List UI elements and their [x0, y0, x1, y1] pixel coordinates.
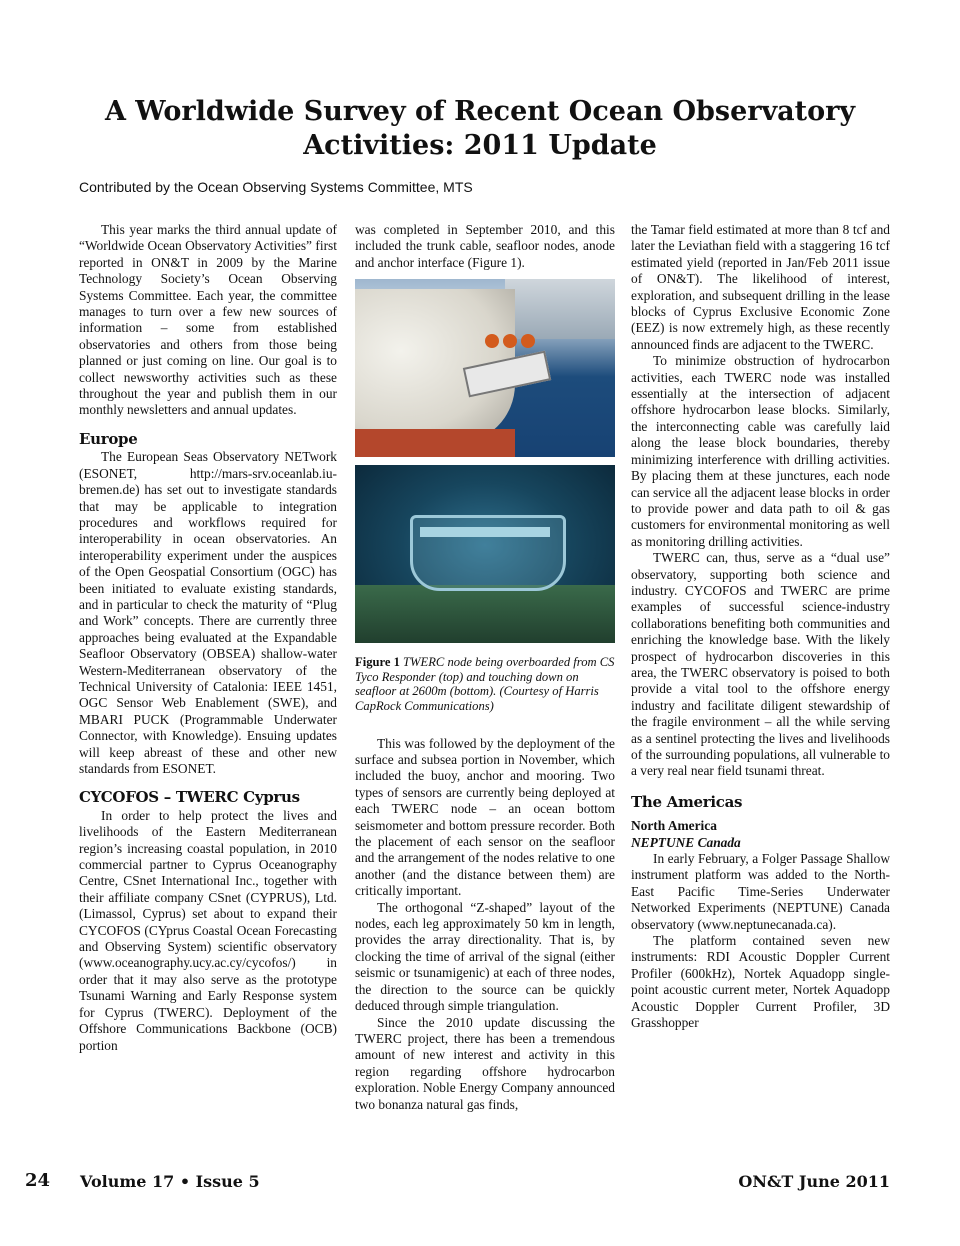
hydrocarbon-paragraph: Since the 2010 update discussing the TWERC project, there has been a tremendous amount of new interest and activity in this region regarding offshore hydrocarbon exploration. Noble Energy Company announced two bonanza natural gas finds,: [355, 1014, 615, 1112]
section-heading-americas: The Americas: [631, 792, 743, 811]
neptune-paragraph: In early February, a Folger Passage Shallow instrument platform was added to the North-East Pacific Time-Series Underwater Networked Experiments (NEPTUNE) Canada observatory (www.neptunecanada.ca).: [631, 851, 890, 932]
intro-paragraph: This year marks the third annual update of “Worldwide Ocean Observatory Activities” first reported in ON&T in 2009 by the Marine Technology Society’s Ocean Observing Systems Committee. Each year, the committee manages to turn over a few new sources of information – some from established observatories and others from those being planned or just coming on line. Our goal is to collect newsworthy activities such as these throughout the year and publish them in our monthly newsletters and annual updates.: [79, 222, 337, 418]
column-1: [79, 222, 337, 1054]
subheading-neptune-canada: NEPTUNE Canada: [631, 834, 741, 850]
z-layout-paragraph: The orthogonal “Z-shaped” layout of the nodes, each leg approximately 50 km in length, provides the array directionality. That is, by clocking the time of arrival of the signal (either seismic or tsunamigenic) at each of three nodes, the direction to the source can be quickly deduced through simple triangulation.: [355, 899, 615, 1014]
volume-issue: Volume 17 • Issue 5: [80, 1172, 260, 1191]
page-number: 24: [25, 1170, 51, 1191]
figure-1-caption-text: TWERC node being overboarded from CS Tyco Responder (top) and touching down on seafloor at 2600m (bottom). (Courtesy of Harris CapRock Communications): [355, 655, 615, 713]
europe-paragraph: The European Seas Observatory NETwork (ESONET, http://mars-srv.oceanlab.iu-bremen.de) has set out to investigate standards that may be applicable to integration procedures and workflows required for interoperability in ocean observatories. An interoperability experiment under the auspices of the Open Geospatial Consortium (OGC) has been initiated to evaluate existing standards, and in particular to check the maturity of “Plug and Work” concepts. There are currently three approaches being evaluated at the Expandable Seafloor Observatory (OBSEA) shallow-water Western-Mediterranean observatory of the Technical University of Catalonia: IEEE 1451, OGC Sensor Web Enablement (SWE), and MBARI PUCK (Programmable Underwater Connector, with Knowledge). Ensuing updates will keep abreast of these and other new standards from ESONET.: [79, 449, 337, 776]
cycofos-continued-paragraph: was completed in September 2010, and this included the trunk cable, seafloor nodes, anode and anchor interface (Figure 1).: [355, 222, 615, 270]
figure-1-bottom-photo: [355, 465, 615, 643]
figure-1-top-photo: [355, 279, 615, 457]
publication-date: ON&T June 2011: [738, 1172, 890, 1191]
subheading-north-america: North America: [631, 818, 717, 834]
title-line-2: Activities: 2011 Update: [303, 130, 657, 161]
title-line-1: A Worldwide Survey of Recent Ocean Observatory: [104, 96, 856, 127]
section-heading-europe: Europe: [79, 429, 138, 448]
deployment-paragraph: This was followed by the deployment of the surface and subsea portion in November, which included the buoy, anchor and mooring. Two types of sensors are currently being deployed at each TWERC node – an ocean bottom seismometer and bottom pressure recorder. Both the placement of each sensor on the seafloor and the arrangement of the nodes relative to one another (and the distance between them) are critically important.: [355, 735, 615, 899]
figure-1-caption: [355, 655, 615, 713]
dual-use-paragraph: TWERC can, thus, serve as a “dual use” observatory, supporting both science and industry. CYCOFOS and TWERC are prime examples of successful science-industry collaborations benefiting both communities and enriching the knowledge base. With the likely prospect of hydrocarbon discoveries in this area, the TWERC observatory is poised to both provide a vital tool to the offshore energy industry and facilitate diligent stewardship of the fragile environment – all the while serving as a sentinel protecting the lives and livelihoods of the surrounding populations, all vulnerable to a very real near field tsunami threat.: [631, 550, 890, 779]
tamar-paragraph: the Tamar field estimated at more than 8 tcf and later the Leviathan field with a staggering 16 tcf estimated yield (reported in Jan/Feb 2011 issue of ON&T). The likelihood of interest, exploration, and subsequent drilling in the lease blocks of Cyprus Exclusive Economic Zone (EEZ) is now extremely high, as these recently announced finds are adjacent to the TWERC.: [631, 222, 890, 352]
byline: Contributed by the Ocean Observing Systems Committee, MTS: [79, 179, 473, 195]
column-2: [355, 222, 615, 1113]
article-title: [60, 95, 900, 163]
obstruction-paragraph: To minimize obstruction of hydrocarbon activities, each TWERC node was installed essentially at the intersection of adjacent offshore hydrocarbon lease blocks. Similarly, the interconnecting cable was carefully laid along the lease block boundaries, thereby minimizing interference with drilling activities. By placing them at these junctures, each node can service all the adjacent lease blocks in order to provide power and data path to oil & gas customers for environmental monitoring as well as monitoring drilling activities.: [631, 353, 890, 549]
cycofos-paragraph: In order to help protect the lives and livelihoods of the Eastern Mediterranean region’s increasing coastal population, in 2010 commercial partner to Cyprus Oceanography Centre, CSnet International Inc., together with their affiliate company CSnet (CYPRUS), Ltd. (Limassol, Cyprus) set about to expand their CYCOFOS (CYprus Coastal Ocean Forecasting and Observing System) scientific observatory (www.oceanography.ucy.ac.cy/cycofos/) in order that it may also serve as the prototype Tsunami Warning and Early Response system for Cyprus (TWERC). Deployment of the Offshore Communications Backbone (OCB) portion: [79, 807, 337, 1053]
figure-1-label: Figure 1: [355, 655, 400, 670]
column-3: [631, 222, 890, 1032]
section-heading-cycofos: CYCOFOS – TWERC Cyprus: [79, 788, 300, 807]
platform-paragraph: The platform contained seven new instruments: RDI Acoustic Doppler Current Profiler (600kHz), Nortek Aquadopp single-point acoustic current meter, Nortek Aquadopp Acoustic Doppler Current Profiler, 3D Grasshopper: [631, 933, 890, 1031]
